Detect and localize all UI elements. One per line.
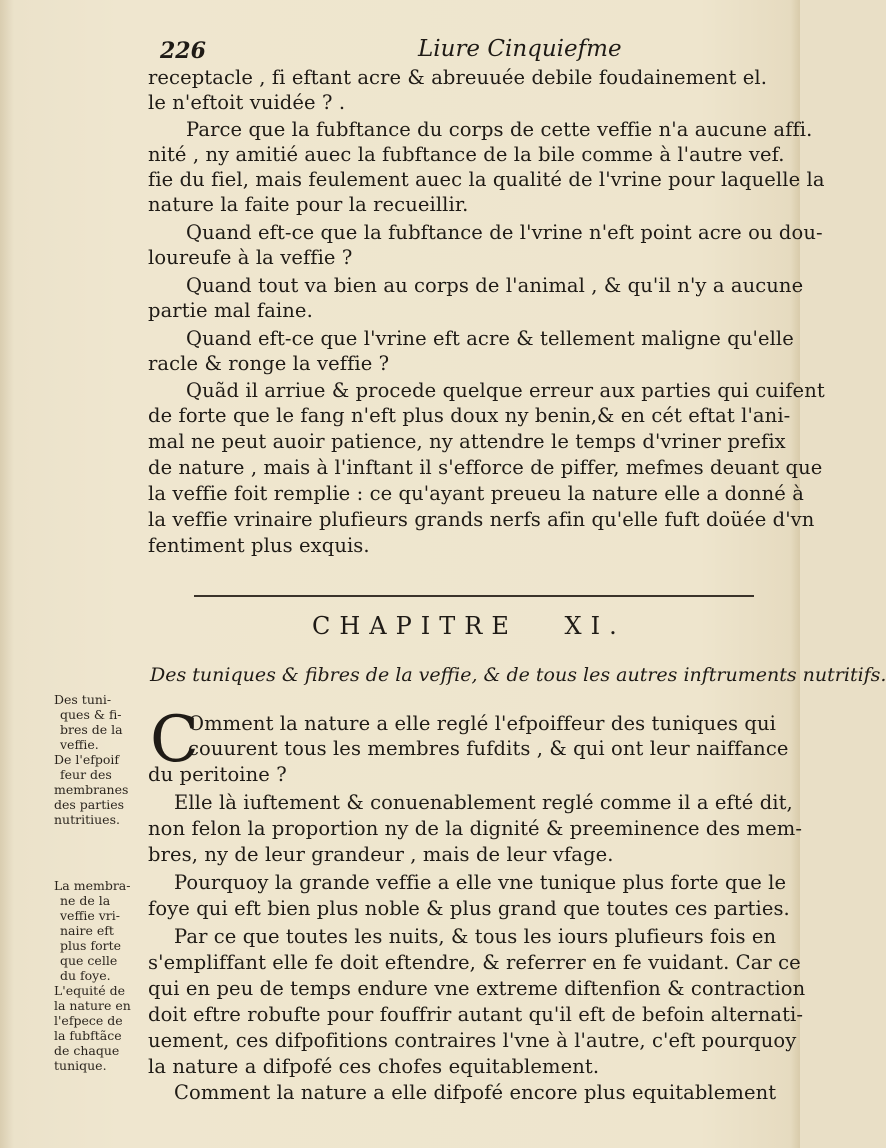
text-line: Quand tout va bien au corps de l'animal , & qu'il n'y a aucune bbox=[186, 274, 804, 297]
text-line: Omment la nature a elle reglé l'efpoiffeur des tuniques qui bbox=[188, 712, 776, 735]
margin-note-line: veffie vri- bbox=[60, 908, 120, 923]
margin-note-line: la fubftãce bbox=[54, 1028, 122, 1043]
margin-note-line: la nature en bbox=[54, 998, 131, 1013]
text-line: loureufe à la veffie ? bbox=[148, 246, 353, 269]
page-header bbox=[160, 36, 790, 66]
text-line: Quãd il arriue & procede quelque erreur aux parties qui cuifent bbox=[186, 379, 825, 402]
margin-note-line: de chaque bbox=[54, 1043, 120, 1058]
chapter-label: CHAPITRE bbox=[312, 612, 518, 640]
margin-note-line: feur des bbox=[60, 767, 112, 782]
page-number: 226 bbox=[160, 38, 206, 64]
margin-note-line: ques & fi- bbox=[60, 707, 122, 722]
text-line: s'empliffant elle fe doit eftendre, & referrer en fe vuidant. Car ce bbox=[148, 951, 801, 974]
chapter-number: XI. bbox=[564, 612, 626, 640]
text-line: couurent tous les membres fufdits , & qui ont leur naiffance bbox=[188, 737, 789, 760]
text-line: fie du fiel, mais feulement auec la qualité de l'vrine pour laquelle la bbox=[148, 168, 825, 191]
margin-note-line: nutritiues. bbox=[54, 812, 120, 827]
text-line: de nature , mais à l'inftant il s'efforce de piffer, mefmes deuant que bbox=[148, 456, 823, 479]
margin-note-line: naire eft bbox=[60, 923, 114, 938]
text-line: doit eftre robufte pour fouffrir autant qu'il eft de befoin alternati- bbox=[148, 1003, 804, 1026]
running-title: Liure Cinquiefme bbox=[418, 36, 622, 62]
text-line: receptacle , fi eftant acre & abreuuée debile foudainement el. bbox=[148, 66, 768, 89]
margin-note-line: L'equité de bbox=[54, 983, 125, 998]
text-line: Elle là iuftement & conuenablement reglé comme il a efté dit, bbox=[174, 791, 793, 814]
margin-note-line: bres de la bbox=[60, 722, 123, 737]
margin-note-line: membranes bbox=[54, 782, 129, 797]
text-line: nité , ny amitié auec la fubftance de la bile comme à l'autre vef. bbox=[148, 143, 785, 166]
margin-note-line: La membra- bbox=[54, 878, 131, 893]
margin-note-line: l'efpece de bbox=[54, 1013, 123, 1028]
text-line: Parce que la fubftance du corps de cette veffie n'a aucune affi. bbox=[186, 118, 813, 141]
margin-note-line: des parties bbox=[54, 797, 125, 812]
text-line: la nature a difpofé ces chofes equitablement. bbox=[148, 1055, 600, 1078]
text-line: Par ce que toutes les nuits, & tous les iours plufieurs fois en bbox=[174, 925, 777, 948]
text-line: non felon la proportion ny de la dignité & preeminence des mem- bbox=[148, 817, 803, 840]
drop-cap: C bbox=[150, 703, 199, 777]
margin-note-line: veffie. bbox=[60, 737, 99, 752]
text-line: Quand eft-ce que la fubftance de l'vrine n'eft point acre ou dou- bbox=[186, 221, 823, 244]
chapter-heading bbox=[312, 612, 672, 640]
text-line: la veffie vrinaire plufieurs grands nerfs afin qu'elle fuft doüée d'vn bbox=[148, 508, 815, 531]
margin-note-line: ne de la bbox=[60, 893, 111, 908]
margin-note bbox=[54, 878, 146, 1073]
margin-note-line: plus forte bbox=[60, 938, 121, 953]
section-divider bbox=[194, 595, 754, 597]
text-line: racle & ronge la veffie ? bbox=[148, 352, 390, 375]
text-line: bres, ny de leur grandeur , mais de leur vfage. bbox=[148, 843, 614, 866]
margin-note-line: que celle bbox=[60, 953, 118, 968]
text-line: Comment la nature a elle difpofé encore plus equitablement bbox=[174, 1081, 777, 1104]
text-line: fentiment plus exquis. bbox=[148, 534, 370, 557]
text-line: qui en peu de temps endure vne extreme diftenfion & contraction bbox=[148, 977, 806, 1000]
margin-note-line: Des tuni- bbox=[54, 692, 112, 707]
margin-note-line: De l'efpoif bbox=[54, 752, 120, 767]
margin-note-line: tunique. bbox=[54, 1058, 107, 1073]
text-line: partie mal faine. bbox=[148, 299, 313, 322]
text-line: mal ne peut auoir patience, ny attendre le temps d'vriner prefix bbox=[148, 430, 786, 453]
text-line: la veffie foit remplie : ce qu'ayant preueu la nature elle a donné à bbox=[148, 482, 804, 505]
text-line: de forte que le fang n'eft plus doux ny benin,& en cét eftat l'ani- bbox=[148, 404, 791, 427]
text-line: Quand eft-ce que l'vrine eft acre & tellement maligne qu'elle bbox=[186, 327, 794, 350]
margin-note-line: du foye. bbox=[60, 968, 111, 983]
text-line: du peritoine ? bbox=[148, 763, 287, 786]
text-line: foye qui eft bien plus noble & plus grand que toutes ces parties. bbox=[148, 897, 790, 920]
text-line: nature la faite pour la recueillir. bbox=[148, 193, 469, 216]
text-line: le n'eftoit vuidée ? . bbox=[148, 91, 346, 114]
text-line: uement, ces difpofitions contraires l'vne à l'autre, c'eft pourquoy bbox=[148, 1029, 797, 1052]
margin-note bbox=[54, 692, 146, 827]
chapter-subtitle: Des tuniques & fibres de la veffie, & de tous les autres inftruments nutritifs. bbox=[150, 664, 886, 686]
text-line: Pourquoy la grande veffie a elle vne tunique plus forte que le bbox=[174, 871, 787, 894]
